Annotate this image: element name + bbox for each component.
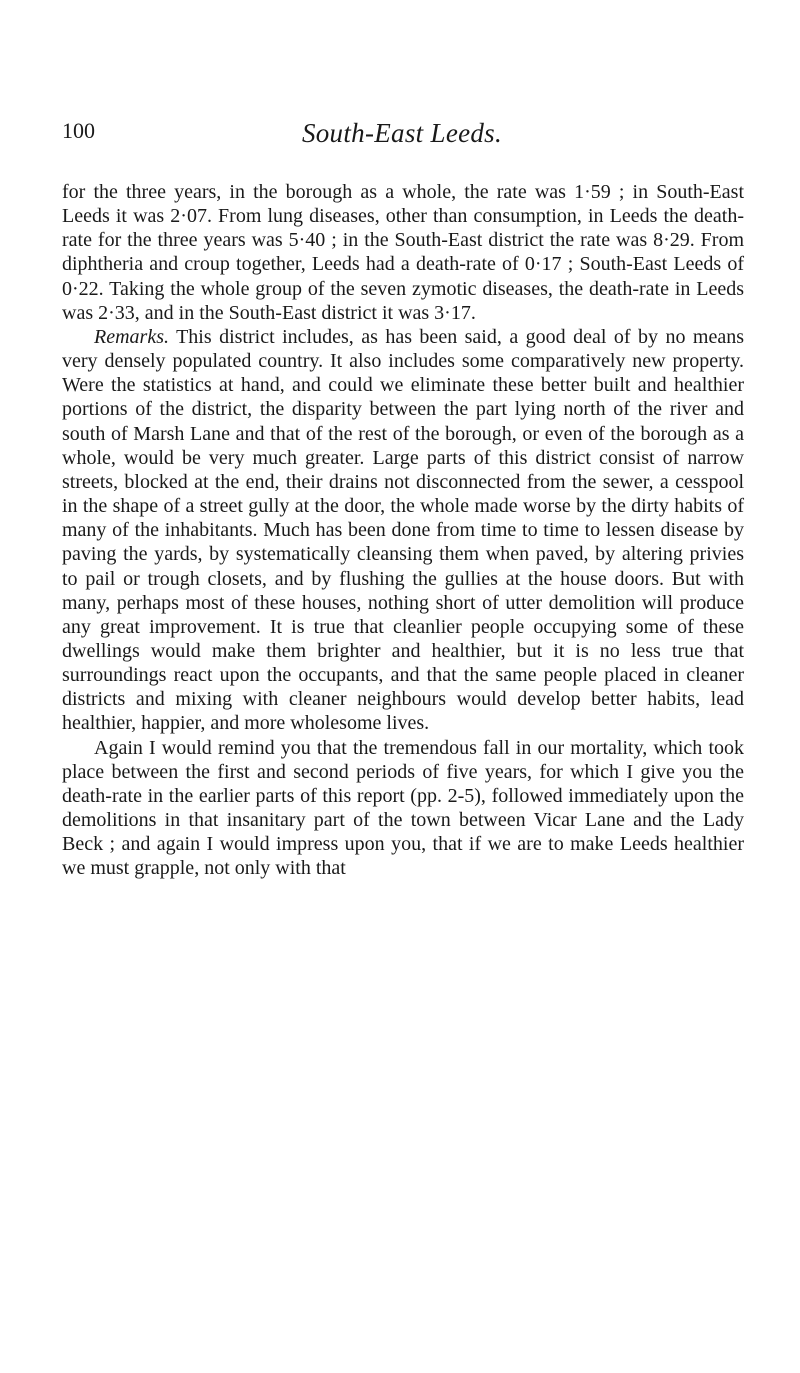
remarks-label: Remarks. [94, 325, 169, 348]
page-number: 100 [62, 118, 95, 143]
paragraph-again: Again I would remind you that the tremendous fall in our mortality, which took place between the first and second periods of five years, for which I give you the death-rate in the earlier parts of this report (pp. 2-5), followed immediately upon the demolitions in that insanitary part of the town between Vicar Lane and the Lady Beck ; and again I would impress upon you, that if we are to make Leeds healthier we must grapple, not only with that [62, 736, 744, 880]
running-head [62, 118, 742, 158]
running-title: South-East Leeds. [301, 118, 503, 148]
paragraph-remarks [62, 325, 744, 736]
paragraph-continuation: for the three years, in the borough as a whole, the rate was 1·59 ; in South-East Leeds it was 2·07. From lung diseases, other than consumption, in Leeds the death-rate for the three years was 5·40 ; in the South-East district the rate was 8·29. From diphtheria and croup together, Leeds had a death-rate of 0·17 ; South-East Leeds of 0·22. Taking the whole group of the seven zymotic diseases, the death-rate in Leeds was 2·33, and in the South-East district it was 3·17. [62, 181, 744, 324]
remarks-text: This district includes, as has been said, a good deal of by no means very densely populated country. It also includes some comparatively new property. Were the statistics at hand, and could we eliminate these better built and healthier portions of the district, the disparity between the part lying north of the river and south of Marsh Lane and that of the rest of the borough, or even of the borough as a whole, would be very much greater. Large parts of this district consist of narrow streets, blocked at the end, their drains not disconnected from the sewer, a cesspool in the shape of a street gully at the door, the whole made worse by the dirty habits of many of the inhabitants. Much has been done from time to time to lessen disease by paving the yards, by systematically cleansing them when paved, by altering privies to pail or trough closets, and by flushing the gullies at the house doors. But with many, perhaps most of these houses, nothing short of utter demolition will produce any great improvement. It is true that cleanlier people occupying some of these dwellings would make them brighter and healthier, but it is no less true that surroundings react upon the occupants, and that the same people placed in cleaner districts and mixing with cleaner neighbours would develop better habits, lead healthier, happier, and more wholesome lives. [62, 325, 744, 735]
body-text [62, 180, 744, 881]
